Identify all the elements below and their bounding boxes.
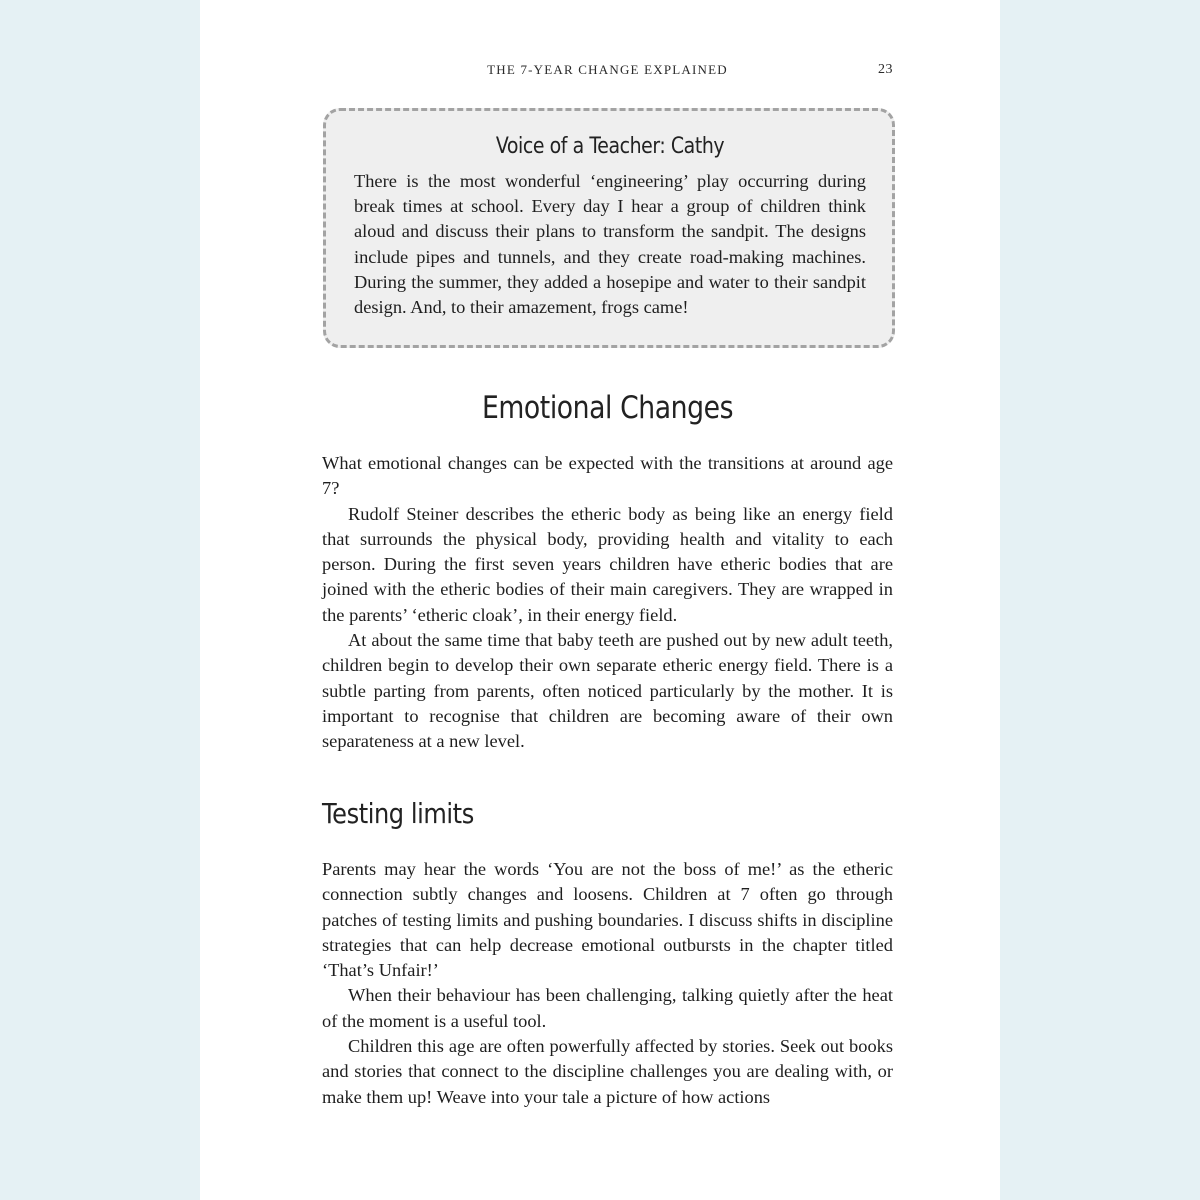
paragraph: What emotional changes can be expected with the transitions at around age 7? bbox=[322, 453, 893, 499]
page-number: 23 bbox=[878, 62, 893, 77]
callout-body: There is the most wonderful ‘engineering’ play occurring during break times at school. Every day I hear a group of children think aloud and discuss their plans to transform the sandpit. The designs include pipes and tunnels, and they create road-making machines. During the summer, they added a hosepipe and water to their sandpit design. And, to their amazement, frogs came! bbox=[354, 171, 866, 318]
callout-title: Voice of a Teacher: Cathy bbox=[495, 134, 725, 159]
section-body bbox=[322, 451, 893, 755]
paragraph: Rudolf Steiner describes the etheric body as being like an energy field that surrounds the physical body, providing health and vitality to each person. During the first seven years children have etheric bodies that are joined with the etheric bodies of their main caregivers. They are wrapped in the parents’ ‘etheric cloak’, in their energy field. bbox=[322, 503, 893, 625]
subsection-heading: Testing limits bbox=[322, 797, 474, 830]
running-head bbox=[322, 62, 893, 82]
book-page bbox=[200, 0, 1000, 1200]
running-title: THE 7-YEAR CHANGE EXPLAINED bbox=[487, 62, 728, 77]
teacher-voice-callout bbox=[323, 108, 895, 348]
paragraph: Children this age are often powerfully affected by stories. Seek out books and stories that connect to the discipline challenges you are dealing with, or make them up! Weave into your tale a picture of how actions bbox=[322, 1036, 893, 1107]
paragraph: Parents may hear the words ‘You are not the boss of me!’ as the etheric connection subtly changes and loosens. Children at 7 often go through patches of testing limits and pushing boundaries. I discuss shifts in discipline strategies that can help decrease emotional outbursts in the chapter titled ‘That’s Unfair!’ bbox=[322, 859, 893, 981]
section-heading: Emotional Changes bbox=[481, 390, 734, 426]
paragraph: When their behaviour has been challenging, talking quietly after the heat of the moment is a useful tool. bbox=[322, 985, 893, 1031]
subsection-body bbox=[322, 857, 893, 1110]
paragraph: At about the same time that baby teeth are pushed out by new adult teeth, children begin to develop their own separate etheric energy field. There is a subtle parting from parents, often noticed particularly by the mother. It is important to recognise that children are becoming aware of their own separateness at a new level. bbox=[322, 630, 893, 752]
